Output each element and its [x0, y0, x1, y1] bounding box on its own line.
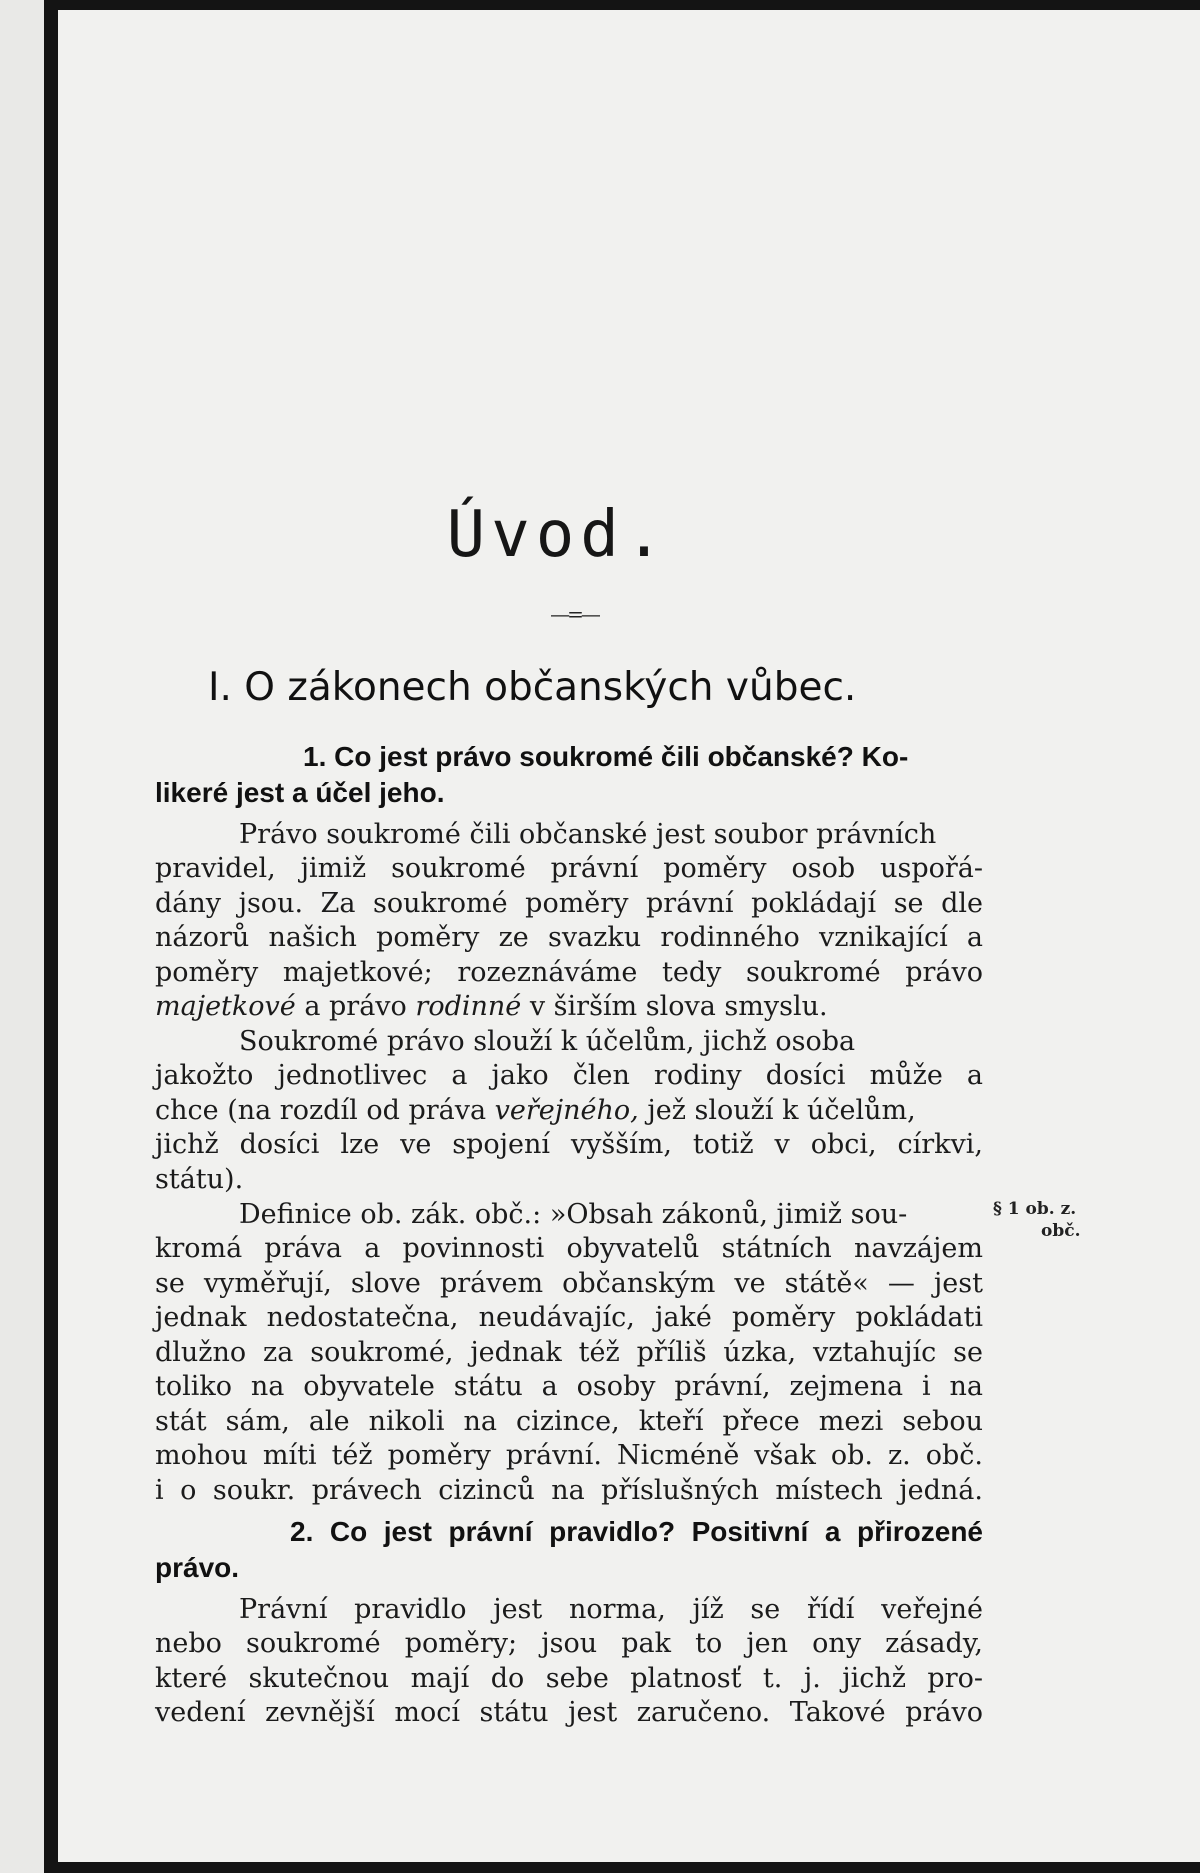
margin-reference-line: obč.	[1041, 1221, 1081, 1241]
text-line: pravidel, jimiž soukromé právní poměry osob uspořá-	[155, 853, 983, 884]
text-line	[155, 1094, 916, 1128]
text-line: mohou míti též poměry právní. Nicméně však ob. z. obč.	[155, 1440, 983, 1471]
text-line: dlužno za soukromé, jednak též příliš úzka, vztahujíc se	[155, 1337, 983, 1368]
text-run: chce (na rozdíl od práva	[155, 1095, 495, 1126]
text-line: Definice ob. zák. obč.: »Obsah zákonů, jimiž sou-	[239, 1199, 908, 1230]
text-line	[155, 990, 828, 1024]
text-line: se vyměřují, slove právem občanským ve státě« — jest	[155, 1268, 983, 1299]
title-ornament: —=—	[550, 602, 598, 626]
page-title: Úvod.	[446, 498, 670, 572]
heading-line: 2. Co jest právní pravidlo? Positivní a přirozené	[290, 1516, 983, 1547]
text-line: jichž dosíci lze ve spojení vyšším, totiž v obci, církvi,	[155, 1129, 983, 1160]
text-run: a právo	[295, 991, 416, 1022]
book-page	[58, 10, 1200, 1862]
text-run: v širším slova smyslu.	[521, 991, 828, 1022]
text-line: stát sám, ale nikoli na cizince, kteří přece mezi sebou	[155, 1406, 983, 1437]
heading-line: 1. Co jest právo soukromé čili občanské? Ko-	[303, 741, 909, 772]
italic-term: veřejného,	[494, 1095, 639, 1126]
text-run: jež slouží k účelům,	[638, 1095, 916, 1126]
text-line: Právo soukromé čili občanské jest soubor právních	[239, 819, 937, 850]
text-line: toliko na obyvatele státu a osoby právní, zejmena i na	[155, 1371, 983, 1402]
text-line: kromá práva a povinnosti obyvatelů státních navzájem	[155, 1233, 983, 1264]
heading-line: likeré jest a účel jeho.	[155, 777, 445, 808]
margin-reference	[993, 1198, 1133, 1242]
text-line: vedení zevnější mocí státu jest zaručeno. Takové právo	[155, 1697, 983, 1728]
text-line: nebo soukromé poměry; jsou pak to jen ony zásady,	[155, 1628, 983, 1659]
text-line: názorů našich poměry ze svazku rodinného vznikající a	[155, 922, 983, 953]
text-line: jakožto jednotlivec a jako člen rodiny dosíci může a	[155, 1060, 983, 1091]
text-line: Soukromé právo slouží k účelům, jichž osoba	[239, 1026, 856, 1057]
text-line: poměry majetkové; rozeznáváme tedy soukromé právo	[155, 957, 983, 988]
text-line: jednak nedostatečna, neudávajíc, jaké poměry pokládati	[155, 1302, 983, 1333]
margin-reference-line: § 1 ob. z.	[993, 1199, 1077, 1219]
text-line: státu).	[155, 1164, 244, 1195]
text-line: i o soukr. právech cizinců na příslušných místech jedná.	[155, 1475, 983, 1506]
text-line: dány jsou. Za soukromé poměry právní pokládají se dle	[155, 888, 983, 919]
text-line: Právní pravidlo jest norma, jíž se řídí veřejné	[239, 1594, 983, 1625]
italic-term: rodinné	[415, 991, 522, 1022]
italic-term: majetkové	[155, 991, 296, 1022]
section-heading: I. O zákonech občanských vůbec.	[208, 665, 857, 710]
heading-line: právo.	[155, 1552, 240, 1583]
text-line: které skutečnou mají do sebe platnosť t. j. jichž pro-	[155, 1663, 983, 1694]
previous-page-edge	[0, 0, 44, 1873]
